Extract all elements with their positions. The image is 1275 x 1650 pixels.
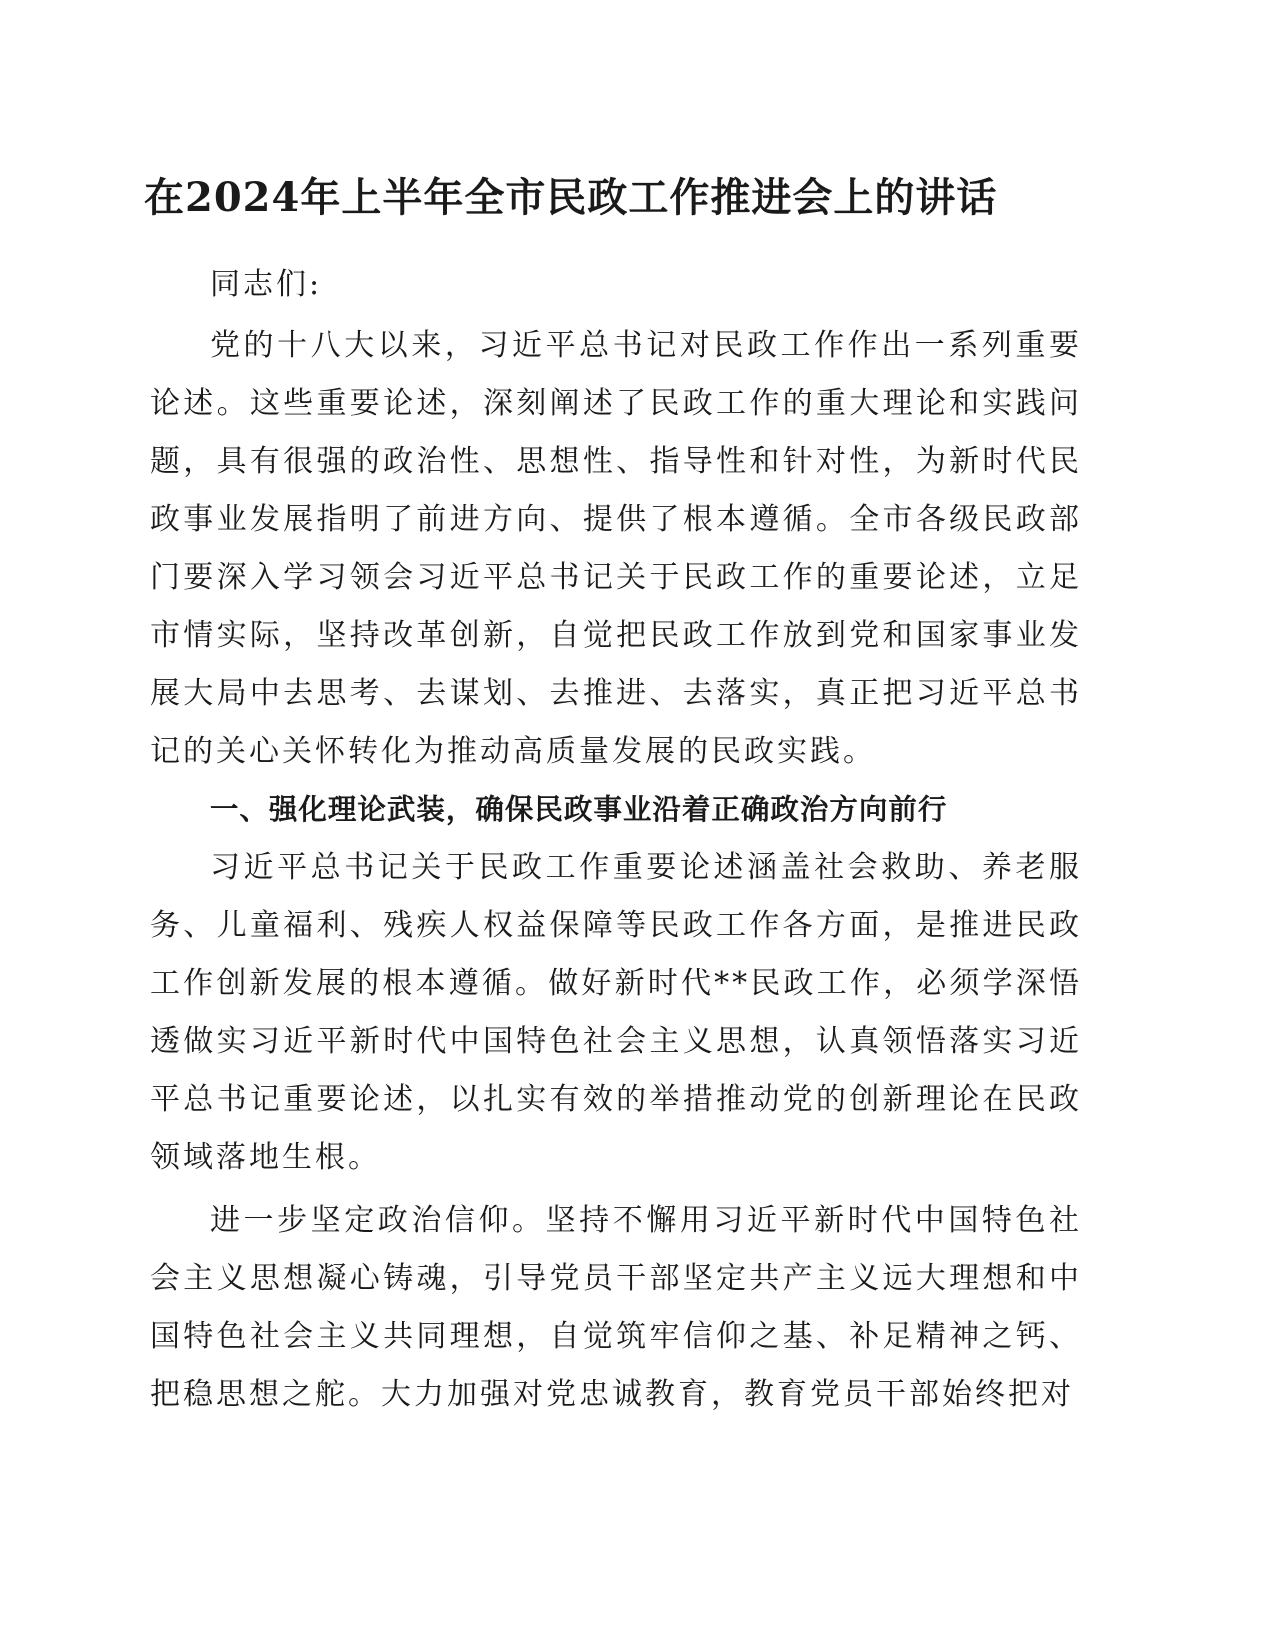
section-heading: 一、强化理论武装，确保民政事业沿着正确政治方向前行 [209, 793, 948, 826]
paragraph-section-2: 进一步坚定政治信仰。坚持不懈用习近平新时代中国特色社会主义思想凝心铸魂，引导党员干部坚定共产主义远大理想和中国特色社会主义共同理想，自觉筑牢信仰之基、补足精神之钙、把稳思想之舵。大力加强对党忠诚教育，教育党员干部始终把对 [150, 1203, 1082, 1412]
document-title: 在2024年上半年全市民政工作推进会上的讲话 [144, 174, 998, 221]
paragraph-section-1: 习近平总书记关于民政工作重要论述涵盖社会救助、养老服务、儿童福利、残疾人权益保障等民政工作各方面，是推进民政工作创新发展的根本遵循。做好新时代**民政工作，必须学深悟透做实习近平新时代中国特色社会主义思想，认真领悟落实习近平总书记重要论述，以扎实有效的举措推动党的创新理论在民政领域落地生根。 [150, 850, 1082, 1175]
paragraph-intro: 党的十八大以来，习近平总书记对民政工作作出一系列重要论述。这些重要论述，深刻阐述了民政工作的重大理论和实践问题，具有很强的政治性、思想性、指导性和针对性，为新时代民政事业发展指明了前进方向、提供了根本遵循。全市各级民政部门要深入学习领会习近平总书记关于民政工作的重要论述，立足市情实际，坚持改革创新，自觉把民政工作放到党和国家事业发展大局中去思考、去谋划、去推进、去落实，真正把习近平总书记的关心关怀转化为推动高质量发展的民政实践。 [150, 328, 1082, 769]
document-page [144, 168, 1082, 1424]
salutation: 同志们: [210, 267, 323, 302]
